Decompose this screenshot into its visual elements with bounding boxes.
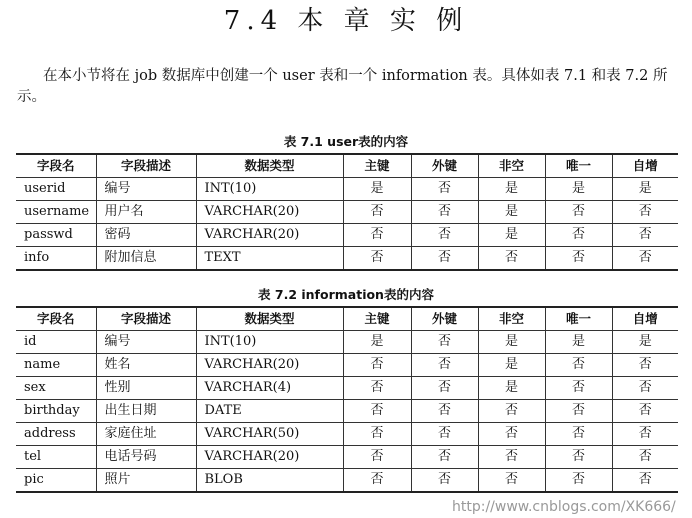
table-cell: 否 (478, 400, 545, 423)
column-header: 自增 (612, 307, 678, 331)
table-cell: userid (16, 178, 96, 201)
table-cell: id (16, 331, 96, 354)
table-row (16, 354, 678, 377)
table-cell: 否 (545, 423, 612, 446)
column-header: 外键 (411, 154, 478, 178)
table-cell: 是 (478, 201, 545, 224)
column-header: 自增 (612, 154, 678, 178)
table-cell: 否 (545, 354, 612, 377)
table-cell: address (16, 423, 96, 446)
table-cell: tel (16, 446, 96, 469)
table-cell: 是 (343, 178, 411, 201)
table-cell: 否 (411, 178, 478, 201)
table-cell: 编号 (96, 331, 196, 354)
table-cell: VARCHAR(20) (196, 446, 343, 469)
table-cell: BLOB (196, 469, 343, 493)
column-header: 唯一 (545, 307, 612, 331)
table-cell: 是 (478, 354, 545, 377)
table-cell: VARCHAR(20) (196, 201, 343, 224)
table-cell: 用户名 (96, 201, 196, 224)
column-header: 主键 (343, 307, 411, 331)
table-cell: 附加信息 (96, 247, 196, 271)
table-row (16, 201, 678, 224)
table-cell: 否 (545, 377, 612, 400)
table-row (16, 331, 678, 354)
header-row (16, 154, 678, 178)
table-cell: VARCHAR(20) (196, 354, 343, 377)
table-cell: VARCHAR(50) (196, 423, 343, 446)
table-row (16, 446, 678, 469)
table-cell: 是 (478, 377, 545, 400)
table-cell: 否 (612, 377, 678, 400)
table-cell: 否 (612, 354, 678, 377)
table-cell: DATE (196, 400, 343, 423)
table-cell: 否 (478, 469, 545, 493)
table-cell: 否 (411, 446, 478, 469)
table-cell: 否 (612, 469, 678, 493)
table-row (16, 423, 678, 446)
table-cell: info (16, 247, 96, 271)
table-cell: username (16, 201, 96, 224)
table-cell: 否 (343, 354, 411, 377)
table-cell: 照片 (96, 469, 196, 493)
table-cell: 否 (343, 224, 411, 247)
header-row (16, 307, 678, 331)
table-cell: 否 (612, 224, 678, 247)
table-caption-information: 表 7.2 information表的内容 (258, 287, 434, 302)
table-cell: 家庭住址 (96, 423, 196, 446)
column-header: 主键 (343, 154, 411, 178)
table-cell: 否 (478, 423, 545, 446)
table-cell: 是 (545, 178, 612, 201)
table-row (16, 469, 678, 493)
table-cell: 是 (478, 224, 545, 247)
column-header: 外键 (411, 307, 478, 331)
table-cell: 否 (343, 247, 411, 271)
table-cell: sex (16, 377, 96, 400)
table-cell: VARCHAR(4) (196, 377, 343, 400)
table-cell: 否 (411, 331, 478, 354)
table-row (16, 178, 678, 201)
table-cell: 是 (545, 331, 612, 354)
table-cell: 否 (612, 446, 678, 469)
table-cell: name (16, 354, 96, 377)
table-cell: 电话号码 (96, 446, 196, 469)
table-cell: 密码 (96, 224, 196, 247)
table-cell: INT(10) (196, 178, 343, 201)
table-cell: 否 (545, 446, 612, 469)
table-cell: 否 (612, 400, 678, 423)
column-header: 字段描述 (96, 154, 196, 178)
table-cell: 否 (545, 247, 612, 271)
column-header: 数据类型 (196, 154, 343, 178)
table-cell: 否 (411, 354, 478, 377)
table-cell: 否 (612, 423, 678, 446)
table-cell: 否 (612, 247, 678, 271)
column-header: 非空 (478, 154, 545, 178)
column-header: 数据类型 (196, 307, 343, 331)
table-cell: 出生日期 (96, 400, 196, 423)
table-cell: 否 (545, 201, 612, 224)
table-cell: 否 (411, 377, 478, 400)
table-cell: birthday (16, 400, 96, 423)
table-cell: 编号 (96, 178, 196, 201)
column-header: 字段描述 (96, 307, 196, 331)
table-row (16, 247, 678, 271)
column-header: 字段名 (16, 154, 96, 178)
information-table (16, 306, 678, 493)
table-cell: VARCHAR(20) (196, 224, 343, 247)
table-cell: 否 (343, 201, 411, 224)
table-cell: 是 (612, 331, 678, 354)
table-cell: 否 (411, 247, 478, 271)
watermark: http://www.cnblogs.com/XK666/ (452, 499, 676, 515)
table-cell: 是 (478, 178, 545, 201)
table-cell: 否 (343, 469, 411, 493)
column-header: 唯一 (545, 154, 612, 178)
table-cell: 否 (478, 446, 545, 469)
table-cell: TEXT (196, 247, 343, 271)
table-cell: 否 (343, 377, 411, 400)
table-cell: 否 (612, 201, 678, 224)
table-cell: 否 (478, 247, 545, 271)
table-cell: 否 (411, 201, 478, 224)
table-caption-user: 表 7.1 user表的内容 (283, 134, 409, 149)
table-cell: passwd (16, 224, 96, 247)
table-cell: 是 (612, 178, 678, 201)
table-cell: 否 (343, 423, 411, 446)
table-cell: 否 (343, 446, 411, 469)
table-cell: 否 (545, 400, 612, 423)
table-row (16, 400, 678, 423)
table-cell: 是 (343, 331, 411, 354)
table-cell: 否 (411, 469, 478, 493)
table-cell: 否 (545, 469, 612, 493)
table-cell: 否 (411, 400, 478, 423)
column-header: 非空 (478, 307, 545, 331)
table-row (16, 377, 678, 400)
table-row (16, 224, 678, 247)
table-cell: 姓名 (96, 354, 196, 377)
intro-paragraph: 在本小节将在 job 数据库中创建一个 user 表和一个 information 表。具体如表 7.1 和表 7.2 所示。 (17, 68, 668, 105)
table-cell: 否 (411, 423, 478, 446)
column-header: 字段名 (16, 307, 96, 331)
table-cell: 性别 (96, 377, 196, 400)
table-cell: 否 (545, 224, 612, 247)
table-cell: INT(10) (196, 331, 343, 354)
table-cell: 是 (478, 331, 545, 354)
table-cell: 否 (411, 224, 478, 247)
section-heading: 7.4 本 章 实 例 (223, 6, 469, 36)
table-cell: 否 (343, 400, 411, 423)
user-table (16, 153, 678, 271)
table-cell: pic (16, 469, 96, 493)
